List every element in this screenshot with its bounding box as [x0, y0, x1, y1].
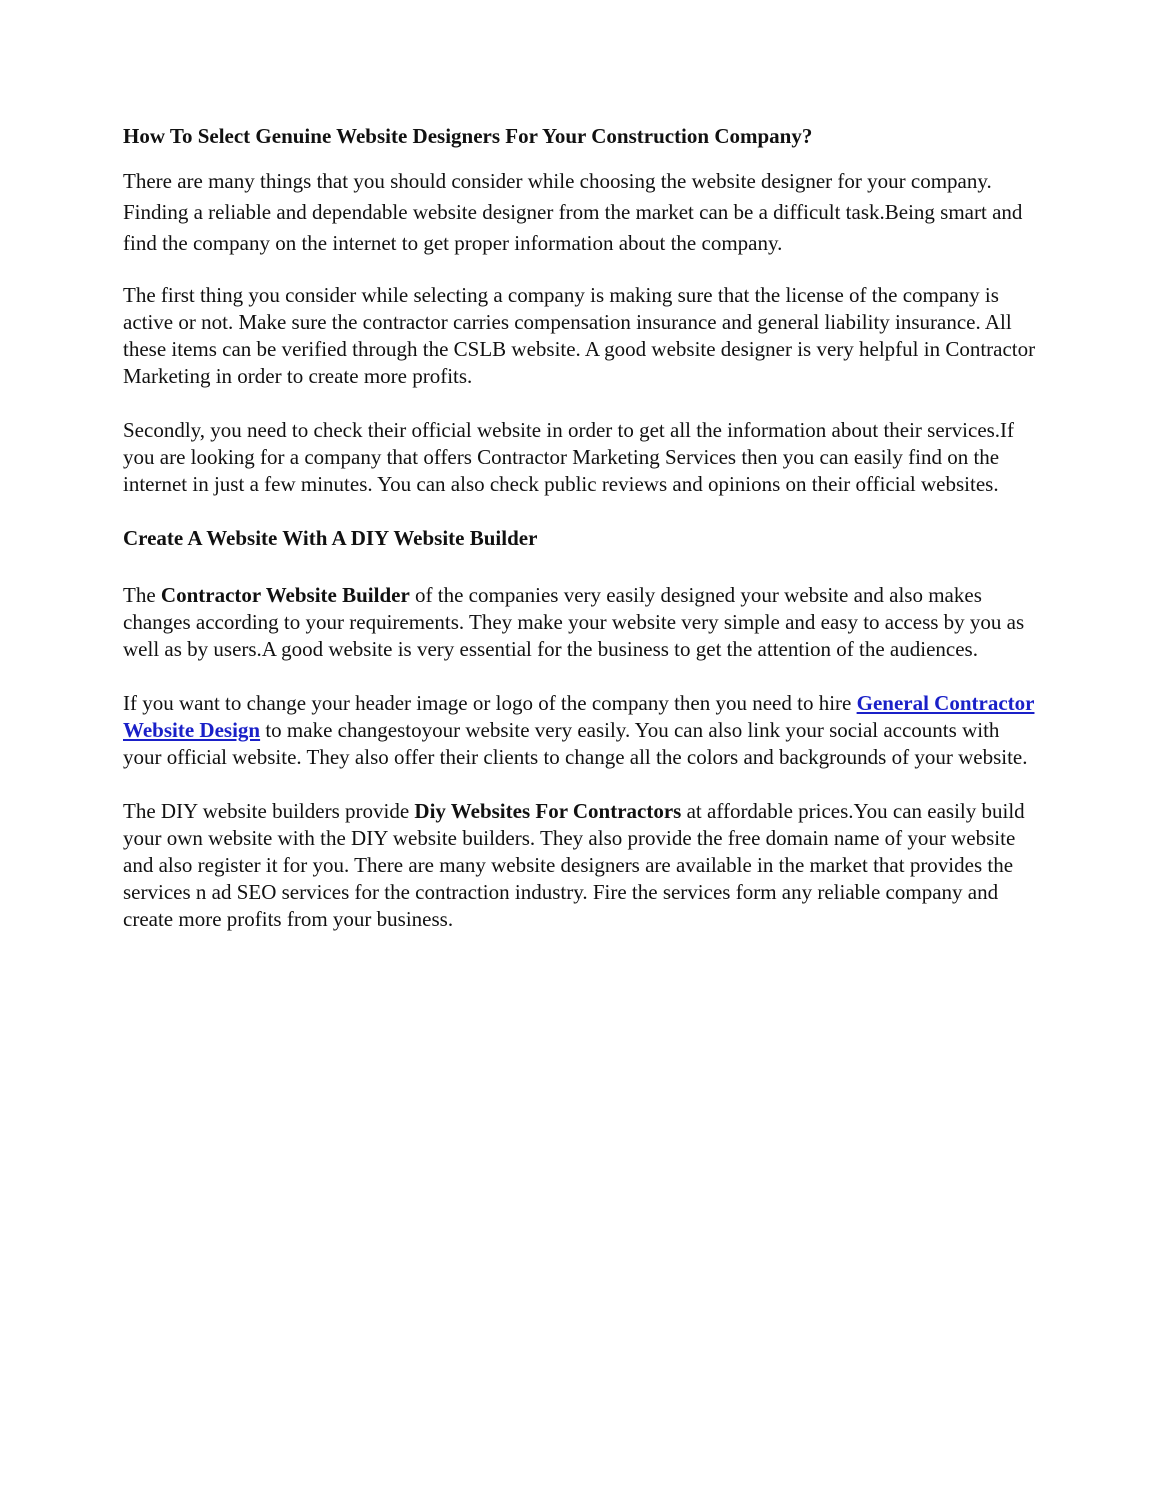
paragraph-header-logo — [123, 690, 1038, 771]
paragraph-text: The — [123, 583, 161, 607]
paragraph-license: The first thing you consider while selecting a company is making sure that the license of the company is active or not. Make sure the contractor carries compensation insurance and general liability insurance. All these items can be verified through the CSLB website. A good website designer is very helpful in Contractor Marketing in order to create more profits. — [123, 283, 1036, 388]
paragraph-diy-builders — [123, 798, 1038, 933]
paragraph-text: at affordable prices.You can easily build your own website with the DIY website builders. They also provide the free domain name of your website and also register it for you. There are many website designers are available in the market that provides the services n ad SEO services for the contraction industry. Fire the services form any reliable company and create more profits from your business. — [123, 799, 1025, 931]
paragraph-website-builder — [123, 582, 1038, 663]
general-contractor-website-design-link[interactable]: General Contractor Website Design — [123, 691, 1035, 742]
bold-term-diy-websites: Diy Websites For Contractors — [414, 799, 682, 823]
paragraph-text: to make changestoyour website very easily. You can also link your social accounts with your official website. They also offer their clients to change all the colors and backgrounds of your website. — [123, 718, 1028, 769]
paragraph-intro: There are many things that you should consider while choosing the website designer for your company. Finding a reliable and dependable website designer from the market can be a difficult task.Being smart and find the company on the internet to get proper information about the company. — [123, 169, 1023, 255]
paragraph-official-website: Secondly, you need to check their official website in order to get all the information about their services.If you are looking for a company that offers Contractor Marketing Services then you can easily find on the internet in just a few minutes. You can also check public reviews and opinions on their official websites. — [123, 418, 1015, 496]
bold-term-contractor-website-builder: Contractor Website Builder — [160, 583, 410, 607]
paragraph-text: The DIY website builders provide — [123, 799, 415, 823]
section-heading-diy: Create A Website With A DIY Website Builder — [123, 526, 538, 550]
document-page — [123, 118, 1038, 933]
paragraph-text: If you want to change your header image or logo of the company then you need to hire — [123, 691, 857, 715]
paragraph-text: of the companies very easily designed your website and also makes changes according to your requirements. They make your website very simple and easy to access by you as well as by users.A good website is very essential for the business to get the attention of the audiences. — [123, 583, 1025, 661]
document-title: How To Select Genuine Website Designers For Your Construction Company? — [123, 124, 813, 148]
